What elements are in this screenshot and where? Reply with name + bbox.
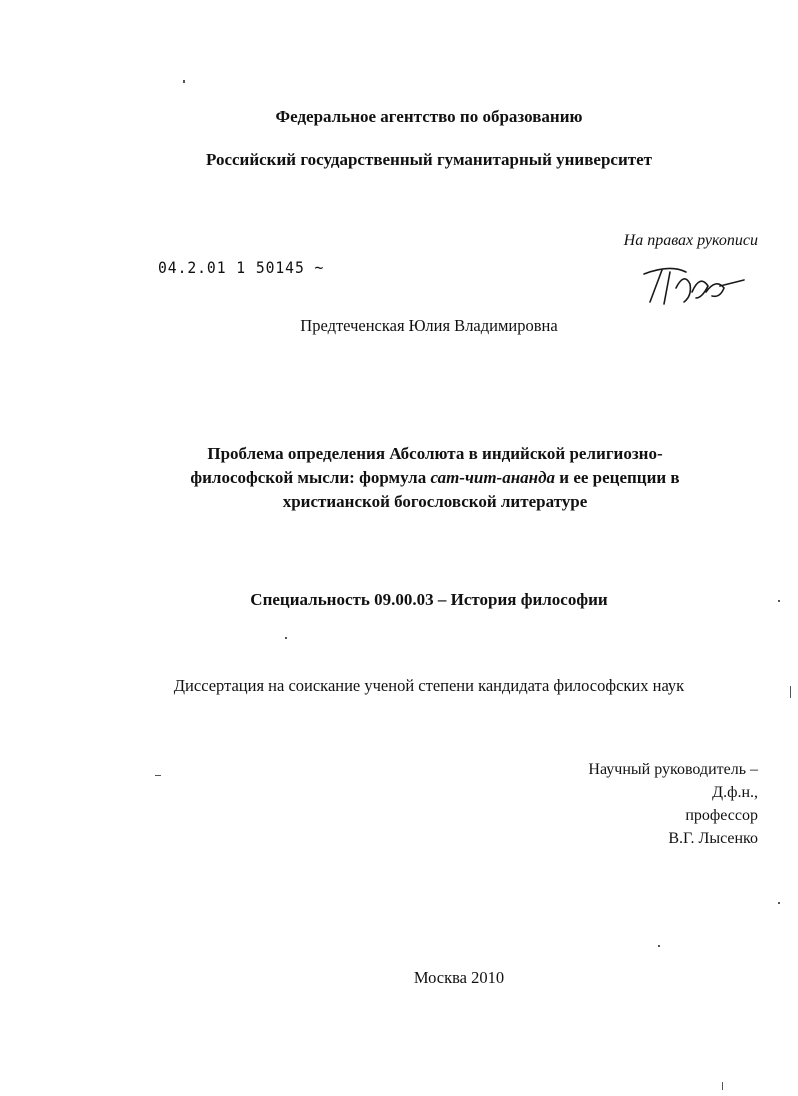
- title-line-3: христианской богословской литературе: [282, 492, 588, 511]
- title-line-2: [150, 466, 720, 490]
- specialty: Специальность 09.00.03 – История философии: [250, 590, 608, 609]
- scan-speck: [155, 775, 161, 776]
- signature: [640, 262, 750, 313]
- scan-speck: [658, 945, 660, 947]
- scan-speck: [778, 902, 780, 904]
- scan-speck: [722, 1082, 723, 1090]
- supervisor-rank: профессор: [685, 807, 758, 824]
- scan-speck: [778, 600, 780, 602]
- ministry-name: Федеральное агентство по образованию: [275, 107, 583, 126]
- scan-speck: [285, 637, 287, 639]
- title-formula: сат-чит-ананда: [430, 468, 556, 487]
- dissertation-type: Диссертация на соискание ученой степени кандидата философских наук: [173, 676, 685, 695]
- supervisor-name: В.Г. Лысенко: [668, 830, 758, 847]
- dissertation-title: [150, 442, 720, 514]
- author-name: Предтеченская Юлия Владимировна: [300, 316, 558, 335]
- supervisor-role: Научный руководитель –: [588, 761, 758, 778]
- registration-number: 04.2.01 1 50145 ~: [158, 258, 325, 277]
- supervisor-block: [588, 758, 758, 850]
- title-line-2-start: философской мысли: формула: [190, 468, 431, 487]
- scan-speck: [790, 686, 791, 698]
- university-name: Российский государственный гуманитарный университет: [206, 150, 652, 169]
- title-line-1: Проблема определения Абсолюта в индийской религиозно-: [207, 444, 663, 463]
- supervisor-degree: Д.ф.н.,: [712, 784, 758, 801]
- manuscript-rights: На правах рукописи: [623, 232, 758, 249]
- title-line-2-end: и ее рецепции в: [555, 468, 680, 487]
- city-year: Москва 2010: [413, 968, 505, 987]
- scan-speck: [183, 80, 185, 83]
